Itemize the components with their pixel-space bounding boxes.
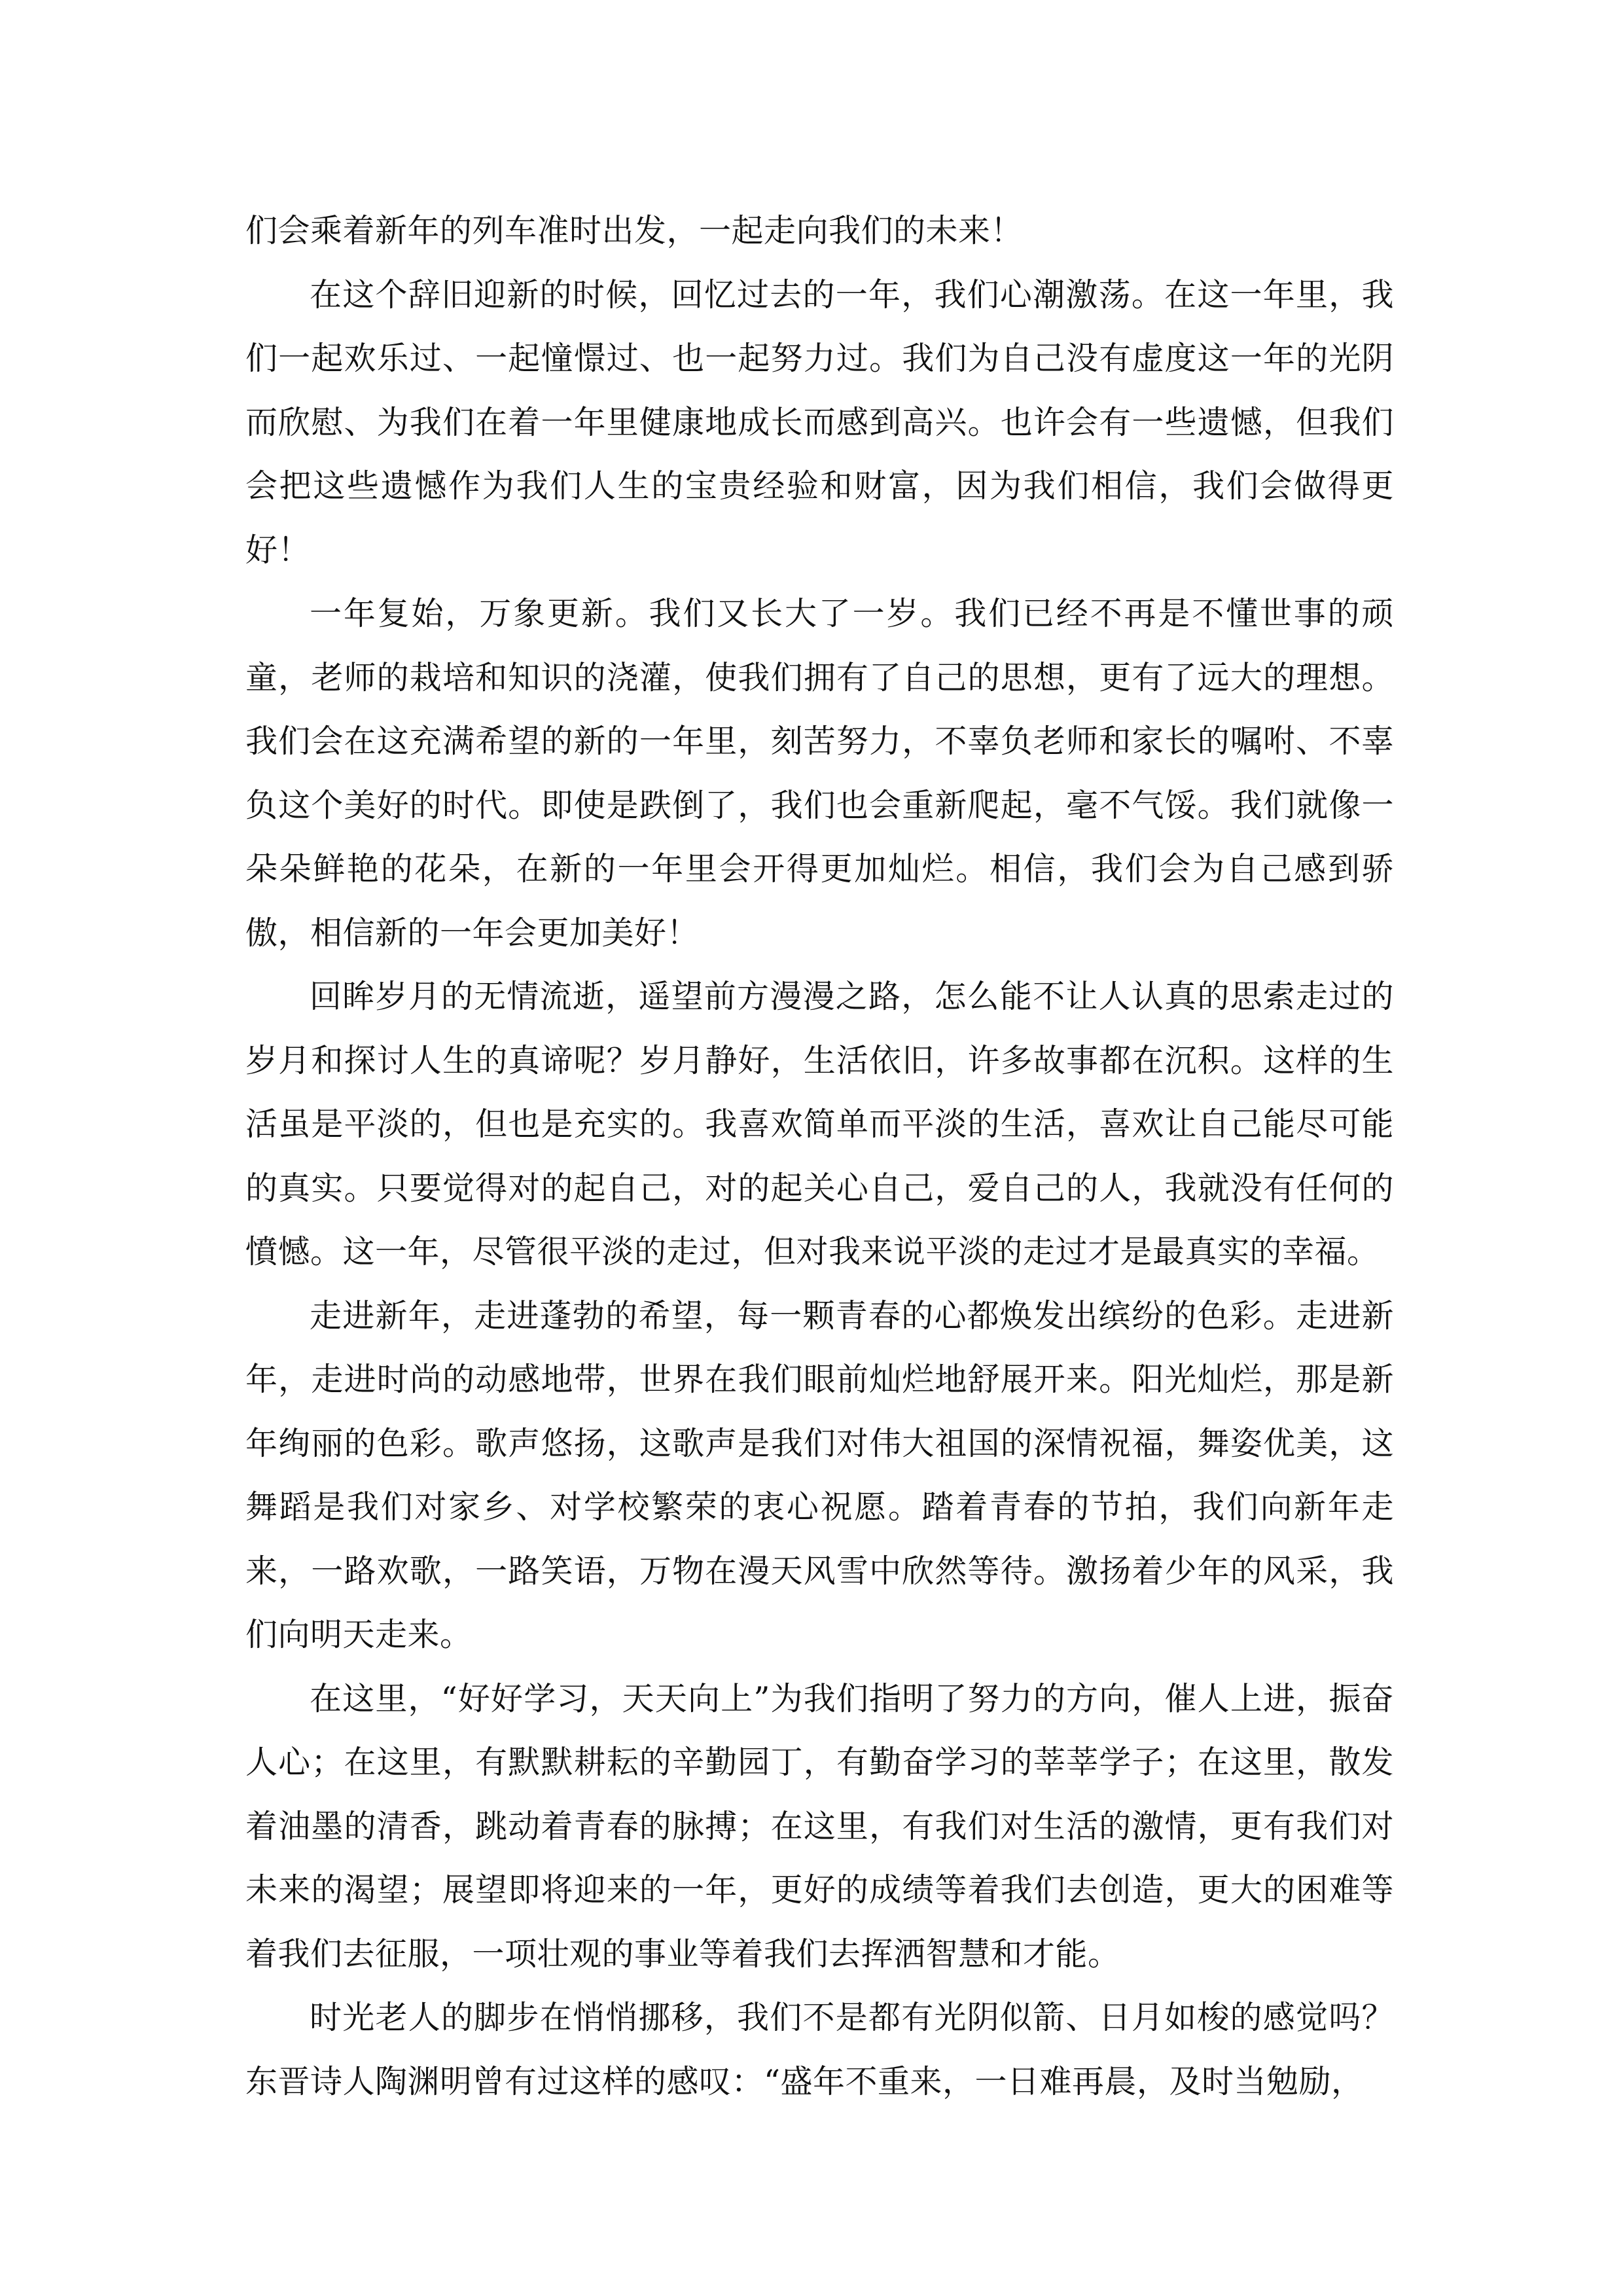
paragraph: 一年复始，万象更新。我们又长大了一岁。我们已经不再是不懂世事的顽童，老师的栽培和知识的浇灌，使我们拥有了自己的思想，更有了远大的理想。我们会在这充满希望的新的一年里，刻苦努力，不辜负老师和家长的嘱咐、不辜负这个美好的时代。即使是跌倒了，我们也会重新爬起，毫不气馁。我们就像一朵朵鲜艳的花朵，在新的一年里会开得更加灿烂。相信，我们会为自己感到骄傲，相信新的一年会更加美好！ xyxy=(245,595,1394,952)
paragraph-continued: 们会乘着新年的列车准时出发，一起走向我们的未来！ xyxy=(245,212,1024,249)
paragraph: 回眸岁月的无情流逝，遥望前方漫漫之路，怎么能不让人认真的思索走过的岁月和探讨人生的真谛呢？岁月静好，生活依旧，许多故事都在沉积。这样的生活虽是平淡的，但也是充实的。我喜欢简单而平淡的生活，喜欢让自己能尽可能的真实。只要觉得对的起自己，对的起关心自己，爱自己的人，我就没有任何的憤憾。这一年，尽管很平淡的走过，但对我来说平淡的走过才是最真实的幸福。 xyxy=(245,978,1394,1270)
paragraph: 在这个辞旧迎新的时候，回忆过去的一年，我们心潮激荡。在这一年里，我们一起欢乐过、一起憧憬过、也一起努力过。我们为自己没有虚度这一年的光阴而欣慰、为我们在着一年里健康地成长而感到高兴。也许会有一些遗憾，但我们会把这些遗憾作为我们人生的宝贵经验和财富，因为我们相信，我们会做得更好！ xyxy=(245,276,1394,569)
paragraph: 时光老人的脚步在悄悄挪移，我们不是都有光阴似箭、日月如梭的感觉吗？东晋诗人陶渊明曾有过这样的感叹：“盛年不重来，一日难再晨，及时当勉励， xyxy=(245,1999,1394,2100)
paragraph: 在这里，“好好学习，天天向上”为我们指明了努力的方向，催人上进，振奋人心；在这里，有默默耕耘的辛勤园丁，有勤奋学习的莘莘学子；在这里，散发着油墨的清香，跳动着青春的脉搏；在这里，有我们对生活的激情，更有我们对未来的渴望；展望即将迎来的一年，更好的成绩等着我们去创造，更大的困难等着我们去征服，一项壮观的事业等着我们去挥洒智慧和才能。 xyxy=(245,1679,1394,1973)
document-body xyxy=(245,199,1394,2113)
paragraph: 走进新年，走进蓬勃的希望，每一颗青春的心都焕发出缤纷的色彩。走进新年，走进时尚的动感地带，世界在我们眼前灿烂地舒展开来。阳光灿烂，那是新年绚丽的色彩。歌声悠扬，这歌声是我们对伟大祖国的深情祝福，舞姿优美，这舞蹈是我们对家乡、对学校繁荣的衷心祝愿。踏着青春的节拍，我们向新年走来，一路欢歌，一路笑语，万物在漫天风雪中欣然等待。激扬着少年的风采，我们向明天走来。 xyxy=(245,1297,1394,1653)
